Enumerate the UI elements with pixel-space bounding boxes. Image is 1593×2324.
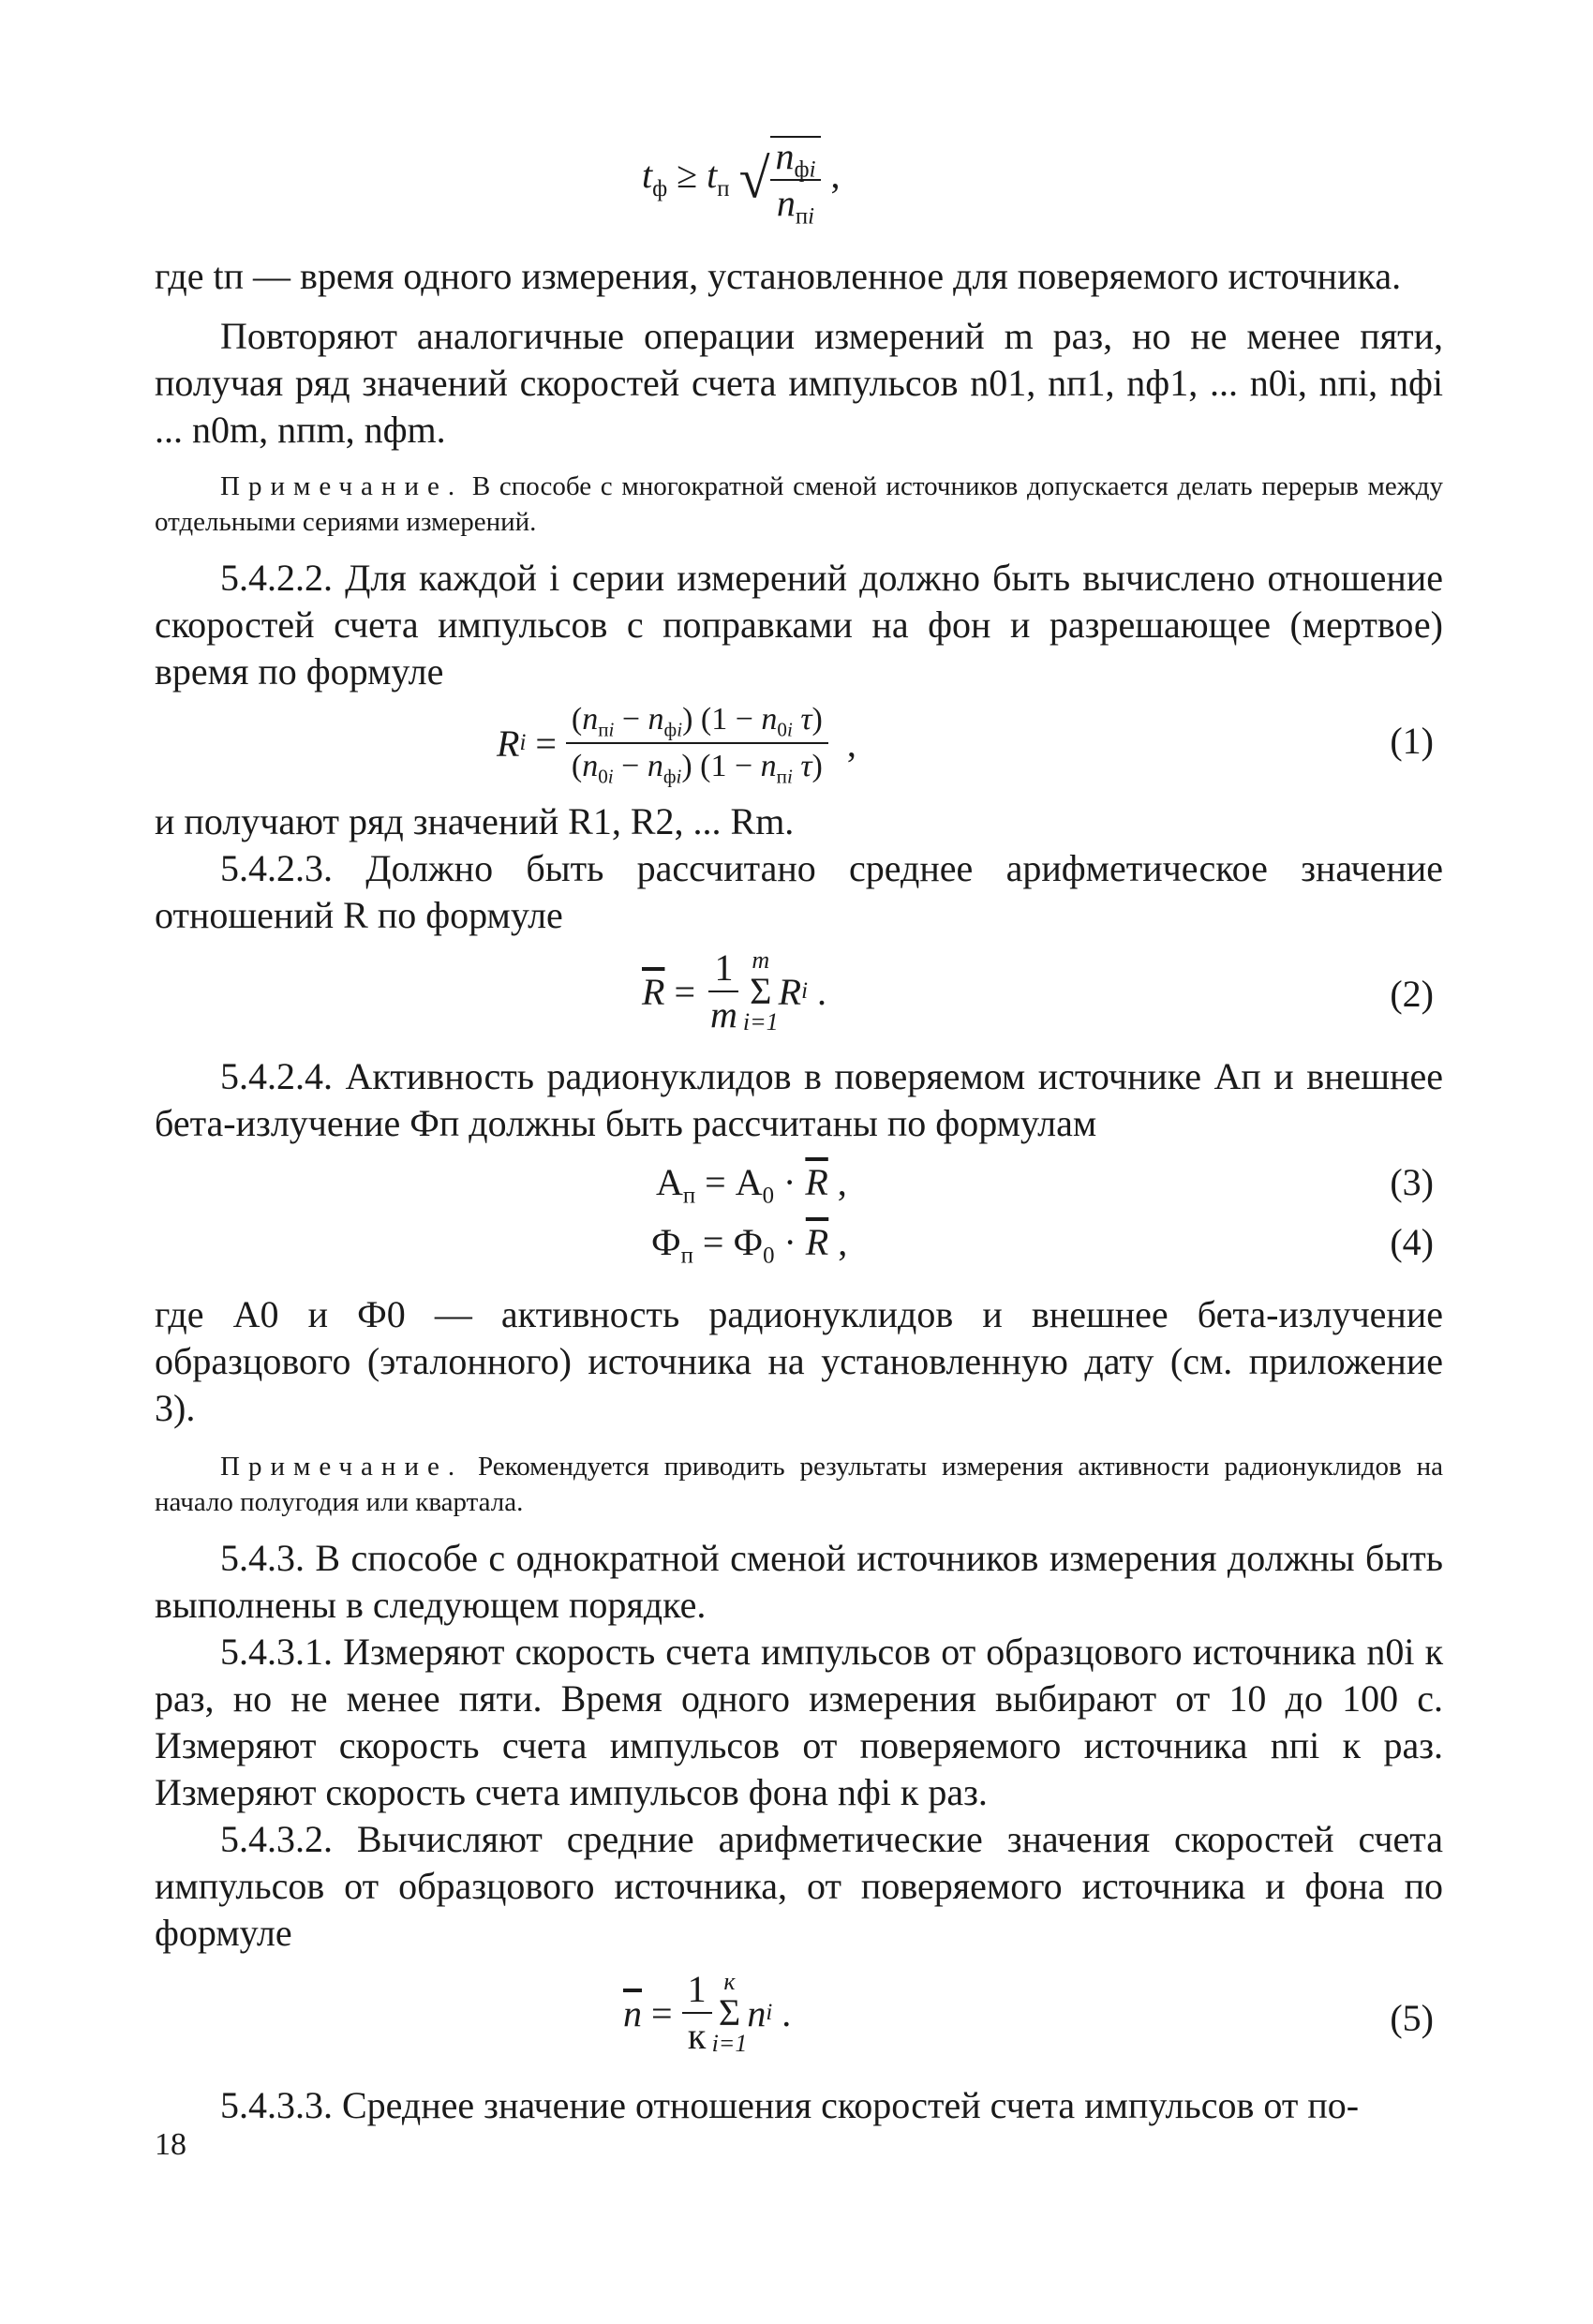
paragraph-repeat: Повторяют аналогичные операции измерений m раз, но не менее пяти, получая ряд значений скоростей счета импульсов n01, nп1, nф1, ... n0i, nпi, nфi ... n0m, nпm, nфm.	[155, 315, 1443, 451]
equation-2-number: (2)	[1390, 973, 1434, 1015]
equation-2	[155, 939, 1443, 1042]
equation-1	[155, 695, 1443, 798]
equation-1-number: (1)	[1390, 720, 1434, 762]
equation-1-body: R i = $\frac{(n_{пi} - n_{фi}) (1 - n_{0i} \tau)}{(n_{0i} - n_{фi}) (1 - n_{пi} \tau)}$ ,	[497, 702, 856, 788]
paragraph-5-4-3-3: 5.4.3.3. Среднее значение отношения скоростей счета импульсов от по-	[220, 2084, 1360, 2126]
equation-3-number: (3)	[1390, 1161, 1434, 1203]
note-1-text: В способе с многократной сменой источников допускается делать перерыв между отдельными сериями измерений.	[155, 471, 1443, 537]
page-number: 18	[155, 2127, 186, 2162]
note-2-text: Рекомендуется приводить результаты измерения активности радионуклидов на начало полугодия или квартала.	[155, 1452, 1444, 1517]
equation-5	[155, 1960, 1443, 2073]
paragraph-5-4-2-3: 5.4.2.3. Должно быть рассчитано среднее арифметическое значение отношений R по формуле	[155, 847, 1443, 936]
equation-5-number: (5)	[1390, 1997, 1434, 2039]
note-2-label: Примечание.	[220, 1452, 464, 1482]
equation-tf	[155, 112, 1443, 234]
note-1-label: Примечание.	[220, 471, 464, 501]
paragraph-5-4-3-2: 5.4.3.2. Вычисляют средние арифметические значения скоростей счета импульсов от образцового источника, от поверяемого источника и фона по формуле	[155, 1818, 1443, 1954]
equation-3-body: $A_п = A_0 \cdot \overline{R}$ ,	[656, 1161, 847, 1209]
paragraph-where-tp: где tп — время одного измерения, установленное для поверяемого источника.	[155, 255, 1402, 297]
equation-4-body: $Ф_п = Ф_0 \cdot \overline{R}$ ,	[651, 1221, 848, 1269]
note-2	[155, 1449, 1443, 1520]
paragraph-where-a0: где A0 и Ф0 — активность радионуклидов и внешнее бета-излучение образцового (эталонного) источника на установленную дату (см. приложение 3).	[155, 1293, 1443, 1429]
equation-2-body: $\overline{R}$ = $\frac{1}{m}$ m Σ i=1 R i .	[642, 946, 826, 1035]
paragraph-series-r: и получают ряд значений R1, R2, ... Rm.	[155, 800, 795, 842]
paragraph-5-4-3: 5.4.3. В способе с однократной сменой источников измерения должны быть выполнены в следующем порядке.	[155, 1537, 1443, 1626]
equation-tf-body: $t_ф \ge t_п$ √ $\frac{n_{фi}}{n_{пi}}$ ,	[642, 135, 841, 230]
equation-5-body: $\overline{n}$ = $\frac{1}{к}$ к Σ i=1 n i .	[623, 1968, 792, 2057]
equation-4-number: (4)	[1390, 1221, 1434, 1263]
paragraph-5-4-3-1: 5.4.3.1. Измеряют скорость счета импульсов от образцового источника n0i к раз, но не менее пяти. Время одного измерения выбирают от 10 до 100 с. Измеряют скорость счета импульсов от поверяемого источника nпi к раз. Измеряют скорость счета импульсов фона nфi к раз.	[155, 1631, 1443, 1813]
paragraph-5-4-2-4: 5.4.2.4. Активность радионуклидов в поверяемом источнике Aп и внешнее бета-излучение Фп должны быть рассчитаны по формулам	[155, 1055, 1443, 1144]
paragraph-5-4-2-2: 5.4.2.2. Для каждой i серии измерений должно быть вычислено отношение скоростей счета импульсов с поправками на фон и разрешающее (мертвое) время по формуле	[155, 557, 1443, 693]
equation-3	[155, 1153, 1443, 1213]
note-1	[155, 469, 1443, 540]
equation-4	[155, 1213, 1443, 1282]
document-page	[155, 112, 1443, 2129]
